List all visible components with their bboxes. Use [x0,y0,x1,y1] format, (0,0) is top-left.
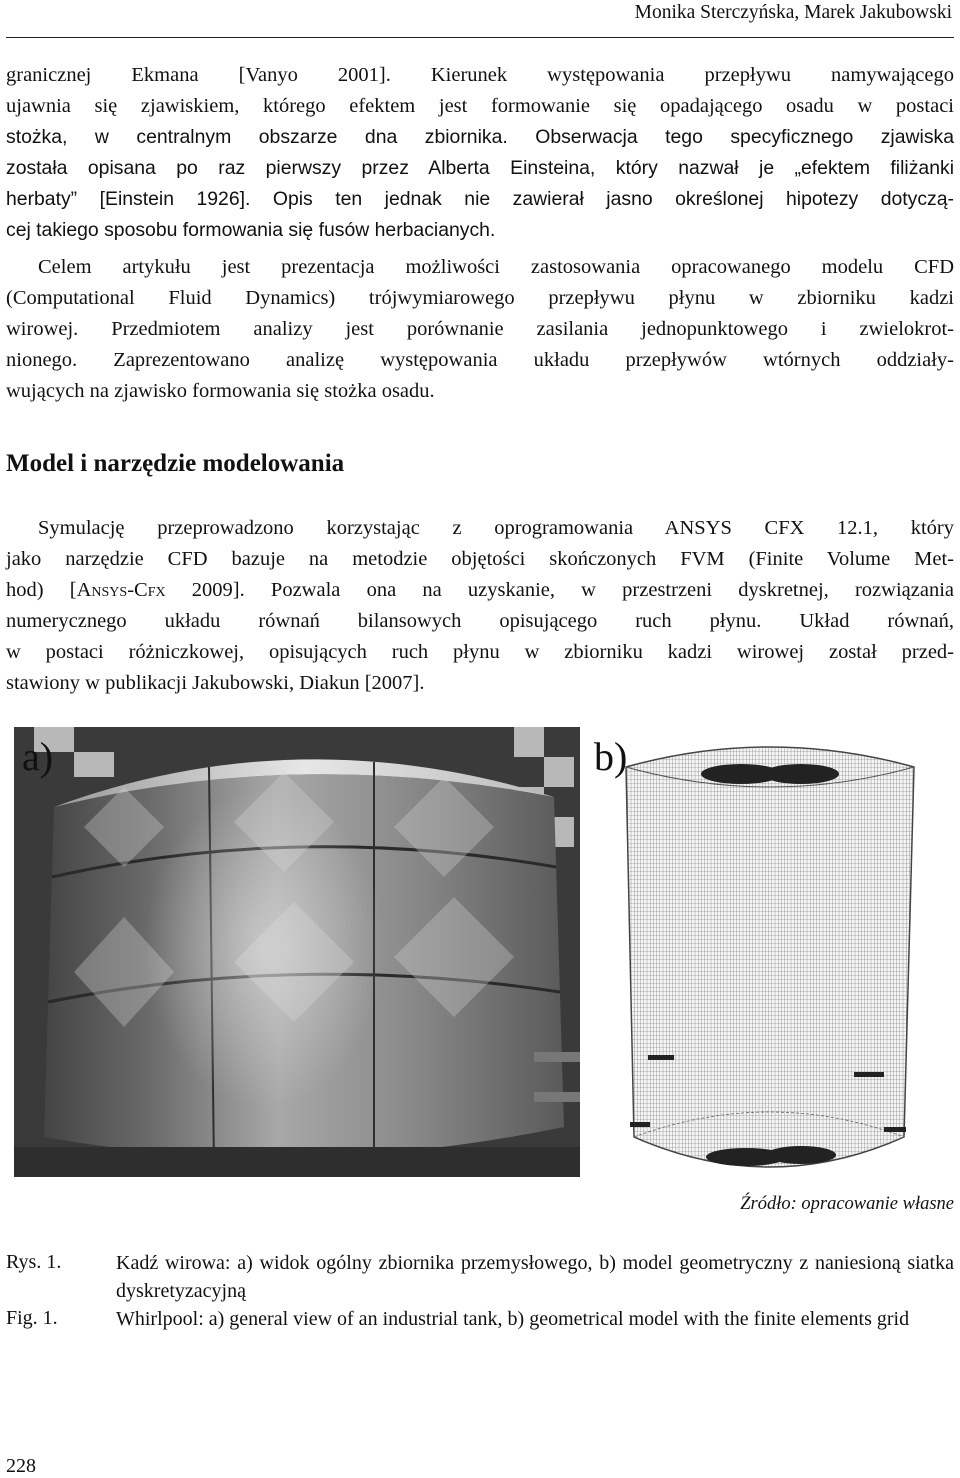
running-header-authors: Monika Sterczyńska, Marek Jakubowski [634,2,952,23]
aim-paragraph [6,252,954,407]
cfx-smallcaps: Cfx [134,579,166,601]
text-line: wujących na zjawisko formowania się stożka osadu. [6,380,435,402]
text-line: nionego. Zaprezentowano analizę występowania układu przepływów wtórnych oddziały- [6,349,954,371]
text-line: ujawnia się zjawiskiem, którego efektem jest formowanie się opadającego osadu w postaci [6,95,954,117]
text-line: granicznej Ekmana [Vanyo 2001]. Kierunek występowania przepływu namywającego [6,64,954,86]
model-paragraph [6,513,954,699]
ansys-smallcaps: Ansys [76,579,128,601]
tank-photo-graphic [14,727,580,1177]
caption-text-pl: Kadź wirowa: a) widok ogólny zbiornika przemysłowego, b) model geometryczny z naniesioną siatka dyskretyzacyjną [116,1252,954,1302]
text-line: jako narzędzie CFD bazuje na metodzie objętości skończonych FVM (Finite Volume Met- [6,548,954,570]
text-line: numerycznego układu równań bilansowych opisującego ruch płynu. Układ równań, [6,610,954,632]
caption-text-en: Whirlpool: a) general view of an industrial tank, b) geometrical model with the finite elements grid [116,1308,910,1330]
text-line: Celem artykułu jest prezentacja możliwości zastosowania opracowanego modelu CFD [38,256,954,278]
figure-source: Źródło: opracowanie własne [740,1194,954,1214]
text-line: wirowej. Przedmiotem analizy jest porównanie zasilania jednopunktowego i zwielokrot- [6,318,954,340]
intro-paragraph [6,60,954,246]
figure-label-b: b) [594,734,628,779]
text-line: herbaty” [Einstein 1926]. Opis ten jednak nie zawierał jasno określonej hipotezy dotyczą- [6,188,954,210]
text-line: w postaci różniczkowej, opisujących ruch płynu w zbiorniku kadzi wirowej został przed- [6,641,954,663]
header-rule [6,37,954,38]
text-line: (Computational Fluid Dynamics) trójwymiarowego przepływu płynu w zbiorniku kadzi [6,287,954,309]
caption-label-pl: Rys. 1. [6,1251,62,1273]
text-line: hod) [Ansys-Cfx 2009]. Pozwala ona na uzyskanie, w przestrzeni dyskretnej, rozwiązania [6,579,954,601]
tank-photo [14,727,580,1177]
mesh-model-graphic [586,727,954,1177]
page-number: 228 [6,1455,36,1477]
section-heading: Model i narzędzie modelowania [6,450,345,477]
figure-label-a: a) [22,734,54,779]
text-line: cej takiego sposobu formowania się fusów herbacianych. [6,219,496,241]
text-line: stożka, w centralnym obszarze dna zbiornika. Obserwacja tego specyficznego zjawiska [6,126,954,148]
text-line: została opisana po raz pierwszy przez Alberta Einsteina, który nazwał je „efektem filiżanki [6,157,954,179]
text-line: stawiony w publikacji Jakubowski, Diakun [2007]. [6,672,425,694]
mesh-model [586,727,954,1177]
caption-label-en: Fig. 1. [6,1307,58,1329]
text-line: Symulację przeprowadzono korzystając z oprogramowania ANSYS CFX 12.1, który [38,517,954,539]
